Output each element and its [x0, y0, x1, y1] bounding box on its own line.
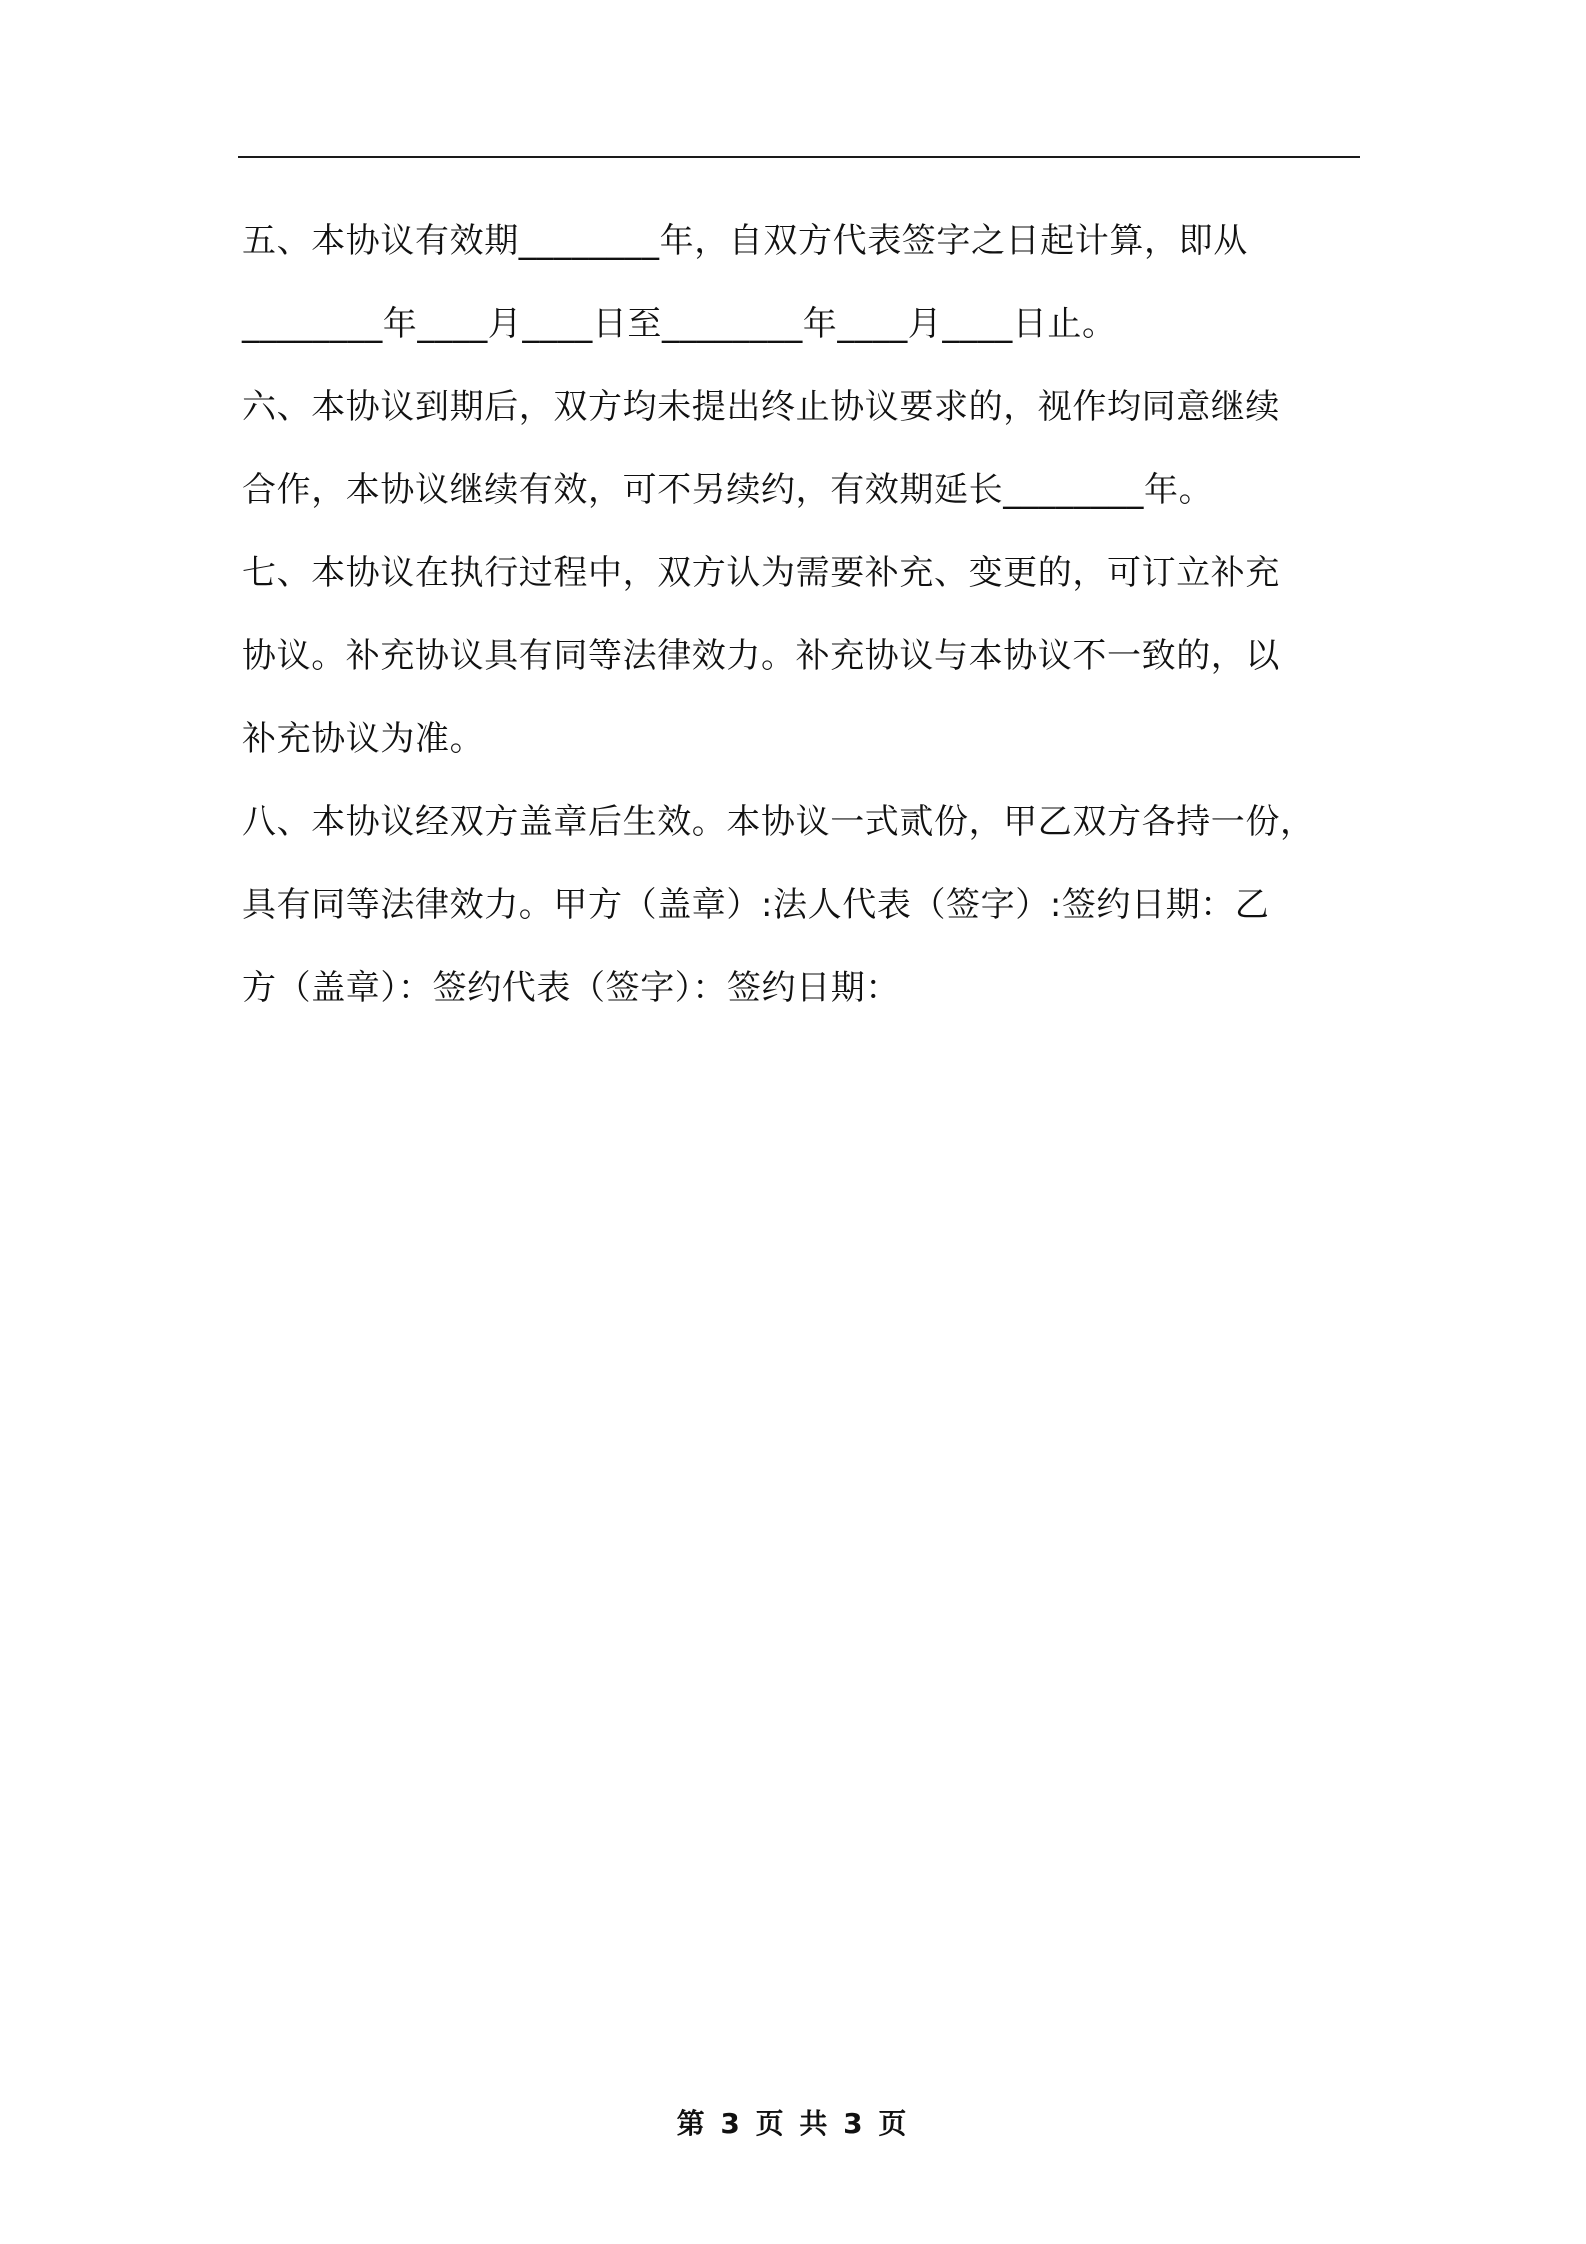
clause-5-line-2: ________年____月____日至________年____月____日止。 — [242, 304, 1117, 344]
clause-7-line-2: 协议。补充协议具有同等法律效力。补充协议与本协议不一致的，以 — [242, 636, 1280, 676]
signature-line: 方（盖章）：签约代表（签字）：签约日期： — [242, 968, 900, 1008]
clause-7-line-3: 补充协议为准。 — [242, 719, 485, 759]
page-number: 第 3 页 共 3 页 — [676, 2107, 910, 2140]
document-body — [242, 200, 1360, 1030]
clause-6-line-2: 合作，本协议继续有效，可不另续约，有效期延长________年。 — [242, 470, 1214, 510]
clause-8-line-1: 八、本协议经双方盖章后生效。本协议一式贰份，甲乙双方各持一份， — [242, 802, 1315, 842]
clause-8-line-2: 具有同等法律效力。甲方（盖章）:法人代表（签字）:签约日期：乙 — [242, 885, 1270, 925]
clause-7-line-1: 七、本协议在执行过程中，双方认为需要补充、变更的，可订立补充 — [242, 553, 1280, 593]
header-rule — [238, 156, 1360, 158]
clause-6-line-1: 六、本协议到期后，双方均未提出终止协议要求的，视作均同意继续 — [242, 387, 1280, 427]
clause-5-line-1: 五、本协议有效期________年，自双方代表签字之日起计算，即从 — [242, 221, 1248, 261]
